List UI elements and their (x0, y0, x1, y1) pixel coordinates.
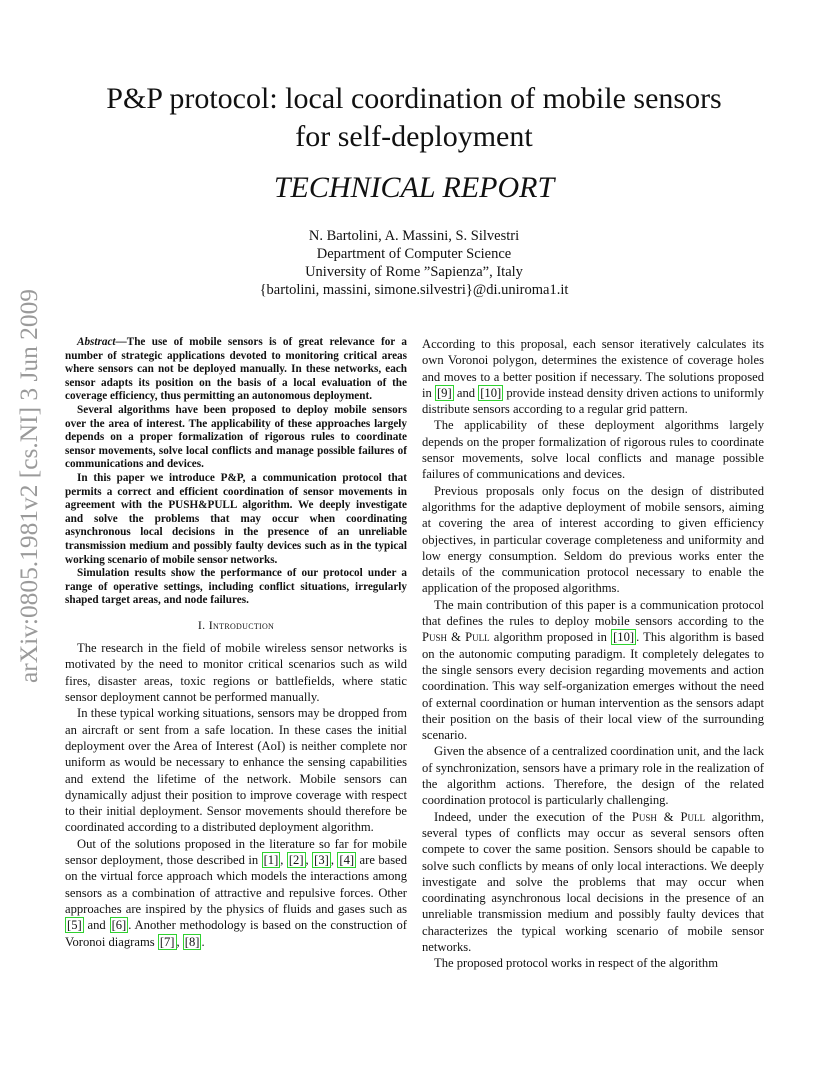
text-span: algorithm, several types of conflicts may occur as several sensors often compete to cover the same position. Sensors should be capable to solve such conflicts by means of only local interactions. We deeply investigate and solve the problems that may occur when coordinating asynchronous local decisions in the presence of an unreliable transmission medium and possibly faulty devices that characterizes the typical working scenario of mobile sensor networks. (422, 809, 764, 954)
algorithm-name: Push & Pull (631, 809, 705, 824)
citation-link[interactable]: [9] (436, 385, 452, 400)
citation-link[interactable]: [3] (314, 853, 329, 868)
text-span: and (83, 918, 110, 933)
intro-paragraph-1: The research in the field of mobile wireless sensor networks is motivated by the need to monitor critical scenarios such as wild fires, disaster areas, toxic regions or battlefields, where static sensor deployment cannot be performed manually. (65, 641, 407, 705)
citation-link[interactable]: [10] (480, 385, 502, 400)
section-title: Introduction (208, 617, 275, 632)
author-block (50, 227, 778, 299)
intro-paragraph-2: In these typical working situations, sensors may be dropped from an aircraft or sent from a safe location. In these cases the initial deployment over the Area of Interest (AoI) is neither complete nor uniform as would be necessary to enhance the sensing capabilities and extend the lifetime of the network. Mobile sensors can dynamically adjust their position to improve coverage with respect to their initial deployment. Sensor movements should therefore be coordinated according to a distributed deployment algorithm. (65, 706, 407, 835)
citation-link[interactable]: [5] (67, 918, 82, 933)
text-span: . This algorithm is based on the autonomic computing paradigm. It completely delegates to the single sensors every decision regarding movements and action coordination. This way self-organization emerges without the need of external coordination or human intervention as the sensors adapt their position on the basis of their local view of the surrounding scenario. (422, 630, 764, 743)
right-column (422, 336, 764, 972)
paper-title-line-1: P&P protocol: local coordination of mobile sensors (106, 82, 722, 115)
abstract-paragraph-4: Simulation results show the performance of our protocol under a range of operative settings, including conflict situations, irregularly shaped target areas, and node failures. (65, 567, 407, 607)
abstract-paragraph-2: Several algorithms have been proposed to deploy mobile sensors over the area of interest. The applicability of these approaches largely depends on a proper formalization of rigorous rules to coordinate sensor movements, solve local conflicts and manage possible failures of communications and devices. (65, 403, 407, 471)
right-paragraph-3: Previous proposals only focus on the design of distributed algorithms for the adaptive deployment of mobile sensors, aiming at covering the area of interest according to given efficiency objectives, in particular coverage completeness and uniformity and low energy consumption. Seldom do previous works enter the details of the communication protocol necessary to enable the application of the proposed algorithms. (422, 483, 764, 596)
text-span: , (280, 853, 287, 868)
text-span: . (201, 934, 205, 949)
text-span: and (453, 385, 479, 400)
citation-link[interactable]: [10] (613, 630, 635, 645)
abstract-paragraph-1 (65, 336, 407, 404)
author-names: N. Bartolini, A. Massini, S. Silvestri (308, 228, 520, 244)
intro-paragraph-3 (65, 836, 407, 950)
text-span: provide instead density driven actions to uniformly distribute sensors according to a regular grid pattern. (422, 385, 764, 417)
right-paragraph-1 (422, 336, 764, 417)
paper-title-line-2: for self-deployment (295, 120, 533, 153)
paper-title (50, 80, 778, 156)
text-span: , (305, 853, 313, 868)
text-span: Out of the solutions proposed in the literature so far for mobile sensor deployment, those described in (65, 836, 407, 868)
text-span: Indeed, under the execution of the (434, 809, 632, 824)
abstract-text-1: —The use of mobile sensors is of great relevance for a number of strategic applications devoted to monitoring critical areas where sensors can not be deployed manually. In these networks, each sensor adapts its position on the basis of a local evaluation of the coverage efficiency, thus permitting an autonomous deployment. (65, 336, 407, 403)
arxiv-stamp-text: arXiv:0805.1981v2 [cs.NI] 3 Jun 2009 (16, 295, 43, 683)
author-email: {bartolini, massini, simone.silvestri}@di.uniroma1.it (259, 282, 569, 298)
author-department: Department of Computer Science (316, 246, 512, 262)
abstract (65, 336, 407, 608)
left-column (65, 336, 407, 950)
text-span: , (330, 853, 338, 868)
arxiv-stamp (14, 285, 44, 685)
section-heading-introduction (65, 617, 407, 633)
citation-link[interactable]: [7] (159, 934, 175, 949)
citation-link[interactable]: [1] (263, 853, 279, 868)
text-span: , (176, 934, 183, 949)
right-paragraph-6 (422, 809, 764, 956)
text-span: According to this proposal, each sensor iteratively calculates its own Voronoi polygon, determines the existence of coverage holes and moves to a better position if necessary. The solutions proposed in (422, 337, 764, 400)
citation-link[interactable]: [4] (339, 853, 355, 868)
right-paragraph-4 (422, 597, 764, 744)
paper-subtitle: TECHNICAL REPORT (273, 171, 555, 204)
text-span: . Another methodology is based on the construction of Voronoi diagrams (65, 918, 407, 949)
right-paragraph-5: Given the absence of a centralized coordination unit, and the lack of synchronization, sensors have a primary role in the realization of the algorithm actions. Therefore, the design of the related coordination protocol is particularly challenging. (422, 744, 764, 808)
text-span: algorithm proposed in (489, 630, 612, 645)
section-number: I. (197, 617, 209, 632)
citation-link[interactable]: [2] (288, 853, 304, 868)
right-paragraph-7: The proposed protocol works in respect of the algorithm (434, 956, 718, 971)
citation-link[interactable]: [8] (184, 934, 200, 949)
abstract-paragraph-3: In this paper we introduce P&P, a communication protocol that permits a correct and efficient coordination of sensor movements in agreement with the PUSH&PULL algorithm. We deeply investigate and solve the problems that may occur when coordinating asynchronous local decisions in the presence of an unreliable transmission medium and possibly faulty devices such as in the typical working scenario of mobile sensor networks. (65, 471, 407, 566)
citation-link[interactable]: [6] (111, 918, 127, 933)
text-span: are based on the virtual force approach which models the interactions among sensors as a combination of attractive and repulsive forces. Other approaches are inspired by the physics of fluids and gases such as (65, 853, 408, 916)
author-university: University of Rome ”Sapienza”, Italy (305, 264, 523, 280)
algorithm-name: Push & Pull (422, 630, 490, 645)
right-paragraph-2: The applicability of these deployment algorithms largely depends on the proper formalization of rigorous rules to coordinate sensor movements, solve local conflicts and manage possible failures of communications and devices. (422, 418, 764, 482)
text-span: The main contribution of this paper is a communication protocol that defines the rules to deploy mobile sensors according to the (422, 597, 764, 629)
abstract-label: Abstract (77, 336, 116, 348)
